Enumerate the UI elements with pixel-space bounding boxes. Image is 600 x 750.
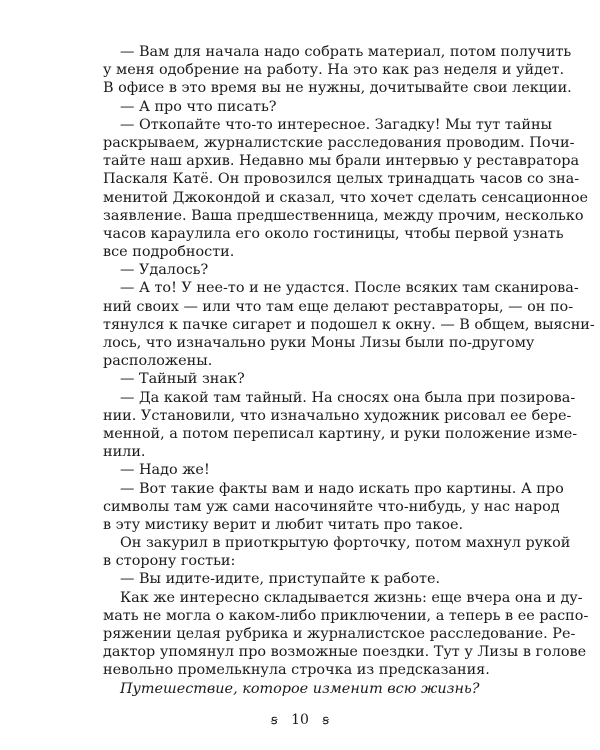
text-line: — Тайный знак? — [120, 371, 245, 388]
text-line: расположены. — [103, 353, 213, 370]
text-line: — Вот такие факты вам и надо искать про картины. А про — [120, 480, 564, 497]
text-line: — Да какой там тайный. На сносях она была при позирова- — [120, 389, 576, 406]
text-line: Как же интересно складывается жизнь: еще вчера она и ду- — [120, 589, 583, 606]
text-line: — А про что писать? — [120, 98, 277, 115]
text-line: — Откопайте что-то интересное. Загадку! Мы тут тайны — [120, 116, 553, 133]
text-line: раскрываем, журналистские расследования проводим. Почи- — [103, 134, 575, 151]
text-line: В офисе в это время вы не нужны, дочитывайте свои лекции. — [103, 80, 572, 97]
text-line: у меня одобрение на работу. На это как раз неделя и уйдет. — [103, 62, 565, 79]
text-line: нили. — [103, 444, 146, 461]
text-line: — Вы идите-идите, приступайте к работе. — [120, 571, 441, 588]
text-line: ний своих — или что там еще делают реставраторы, — он по- — [103, 298, 574, 315]
page-text — [103, 43, 595, 698]
text-line: лось, что изначально руки Моны Лизы были по-другому — [103, 335, 535, 351]
text-line: в эту мистику верит и любит читать про такое. — [103, 516, 464, 533]
text-line: символы там уж сами насочиняйте что-нибудь, у нас народ — [103, 498, 560, 515]
text-line: нии. Установили, что изначально художник рисовал ее бере- — [103, 407, 572, 424]
text-line: дактор упомянул про возможные поездки. Тут у Лизы в голове — [103, 644, 587, 661]
text-line: тянулся к пачке сигарет и подошел к окну. — В общем, выясни- — [103, 316, 595, 333]
text-line: мать не могла о каком-либо приключении, а теперь в ее распо- — [103, 607, 589, 624]
text-line: — Надо же! — [120, 462, 210, 479]
text-line: менитой Джокондой и сказал, что хочет сделать сенсационное — [103, 189, 589, 206]
text-line: заявление. Ваша предшественница, между прочим, несколько — [103, 207, 584, 224]
page-footer — [0, 712, 600, 728]
right-ornament-icon: ꞩ — [322, 713, 330, 728]
italic-text-line: Путешествие, которое изменит всю жизнь? — [120, 680, 480, 697]
text-line: — Вам для начала надо собрать материал, потом получить — [120, 44, 572, 60]
text-line: Паскаля Катё. Он провозился целых тринадцать часов со зна- — [103, 171, 580, 188]
text-line: Он закурил в приоткрытую форточку, потом махнул рукой — [120, 535, 571, 552]
text-line: невольно промелькнула строчка из предсказания. — [103, 662, 490, 679]
text-line: ряжении целая рубрика и журналистское расследование. Ре- — [103, 626, 576, 642]
page-number: 10 — [291, 712, 309, 728]
text-line: — Удалось? — [120, 262, 209, 279]
text-line: — А то! У нее-то и не удастся. После всяких там сканирова- — [120, 280, 579, 297]
text-line: все подробности. — [103, 244, 235, 261]
text-line: часов караулила его около гостиницы, чтобы первой узнать — [103, 225, 564, 242]
text-line: тайте наш архив. Недавно мы брали интервью у реставратора — [103, 153, 580, 170]
text-line: менной, а потом переписал картину, и руки положение изме- — [103, 425, 578, 442]
text-line: в сторону гостьи: — [103, 553, 236, 570]
left-ornament-icon: ꞩ — [270, 713, 278, 728]
